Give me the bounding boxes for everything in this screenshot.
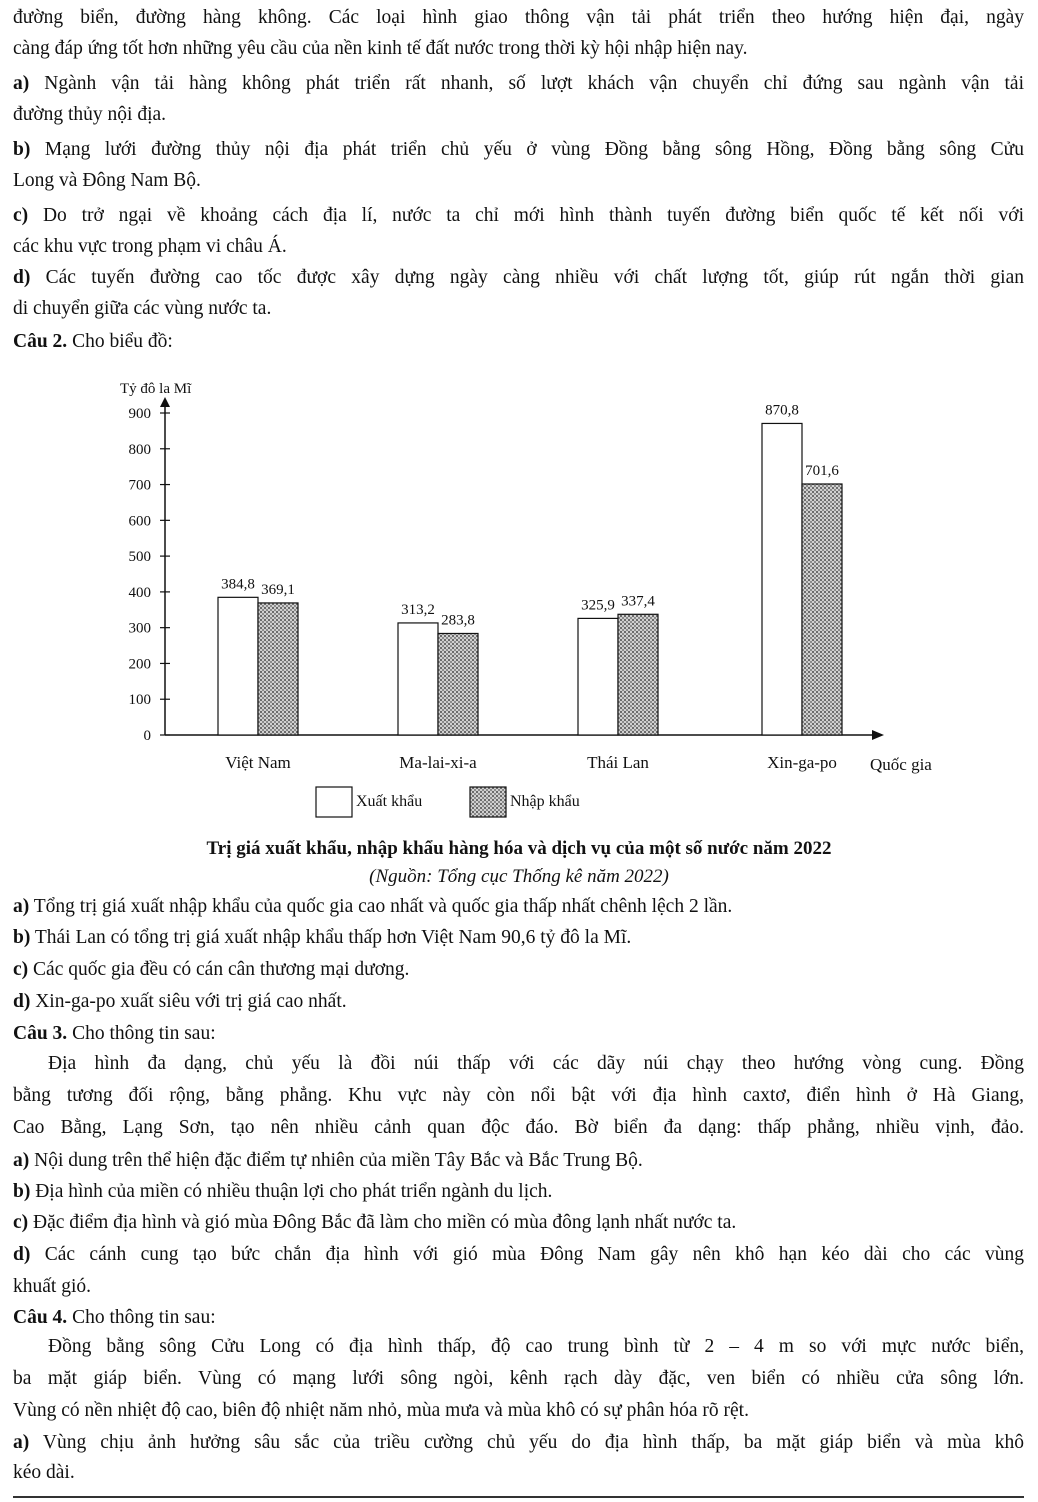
option-text: Đặc điểm địa hình và gió mùa Đông Bắc đã làm cho miền có mùa đông lạnh nhất nước ta. — [28, 1212, 737, 1233]
y-tick-label: 0 — [143, 728, 151, 744]
option-label: b) — [13, 927, 31, 948]
data-label-export: 313,2 — [401, 601, 435, 618]
option-text: Các quốc gia đều có cán cân thương mại dương. — [28, 959, 410, 980]
x-axis-arrow — [872, 730, 884, 740]
option-label: a) — [13, 896, 30, 917]
option-text: Địa hình của miền có nhiều thuận lợi cho phát triển ngành du lịch. — [30, 1181, 553, 1202]
y-tick-label: 200 — [128, 656, 151, 673]
x-category-label: Việt Nam — [225, 753, 291, 772]
legend-swatch-export — [316, 787, 352, 817]
y-tick-label: 400 — [128, 584, 151, 601]
q4-option-a-cont: kéo dài. — [13, 1462, 75, 1483]
q3-paragraph-line: Địa hình đa dạng, chủ yếu là đồi núi thấp với các dãy núi chạy theo hướng vòng cung. Đồng — [48, 1053, 1024, 1074]
q3-option-d — [13, 1243, 1024, 1267]
question-prompt: Cho thông tin sau: — [67, 1023, 216, 1044]
chart-caption: Trị giá xuất khẩu, nhập khẩu hàng hóa và dịch vụ của một số nước năm 2022 — [206, 838, 832, 859]
q1-option-a — [13, 72, 1024, 96]
y-tick-label: 800 — [128, 441, 151, 458]
option-label: b) — [13, 1181, 31, 1202]
q1-option-d — [13, 266, 1024, 290]
q3-paragraph-line: Cao Bằng, Lạng Sơn, tạo nên nhiều cảnh quan độc đáo. Bờ biển đa dạng: thấp phẳng, nhiều vịnh, đảo. — [13, 1117, 1024, 1138]
q3-paragraph-line: bằng tương đối rộng, bằng phẳng. Khu vực này còn nổi bật với địa hình caxtơ, điển hình ở Hà Giang, — [13, 1085, 1024, 1106]
option-text: Vùng chịu ảnh hưởng sâu sắc của triều cường chủ yếu do địa hình thấp, ba mặt giáp biển và mùa khô — [29, 1432, 1024, 1453]
q3-option-a — [13, 1149, 1024, 1173]
option-label: d) — [13, 267, 31, 288]
q2-option-a — [13, 895, 1024, 919]
bar-chart — [100, 375, 960, 835]
q1-option-c — [13, 204, 1024, 228]
option-text: Thái Lan có tổng trị giá xuất nhập khẩu thấp hơn Việt Nam 90,6 tỷ đô la Mĩ. — [30, 927, 632, 948]
legend-swatch-import — [470, 787, 506, 817]
data-label-export: 870,8 — [765, 402, 799, 419]
bar-import — [802, 484, 842, 735]
q2-option-d — [13, 990, 1024, 1014]
option-label: c) — [13, 1212, 29, 1233]
y-tick-label: 700 — [128, 477, 151, 494]
y-tick-label: 600 — [128, 513, 151, 530]
option-label: a) — [13, 1432, 30, 1453]
option-label: d) — [13, 991, 31, 1012]
option-text: Do trở ngại về khoảng cách địa lí, nước ta chỉ mới hình thành tuyến đường biển quốc tế kết nối với — [28, 205, 1024, 226]
legend-label-export: Xuất khẩu — [356, 793, 423, 810]
legend-label-import: Nhập khẩu — [510, 793, 580, 810]
option-label: d) — [13, 1244, 31, 1265]
question-number: Câu 2. — [13, 331, 68, 352]
data-label-export: 384,8 — [221, 576, 255, 593]
option-label: a) — [13, 73, 30, 94]
y-tick-label: 500 — [128, 549, 151, 566]
question-prompt: Cho thông tin sau: — [67, 1307, 216, 1328]
x-category-label: Thái Lan — [587, 753, 649, 772]
bar-export — [398, 623, 438, 735]
option-text: Các cánh cung tạo bức chắn địa hình với gió mùa Đông Nam gây nên khô hạn kéo dài cho các vùng — [30, 1244, 1024, 1265]
bar-import — [618, 614, 658, 735]
x-category-label: Ma-lai-xi-a — [399, 753, 477, 772]
data-label-import: 369,1 — [261, 581, 295, 598]
bar-import — [258, 603, 298, 735]
q1-option-b — [13, 138, 1024, 162]
x-category-label: Xin-ga-po — [767, 753, 837, 772]
q2-option-b — [13, 926, 1024, 950]
y-axis-arrow — [160, 397, 170, 407]
option-label: b) — [13, 139, 31, 160]
q4-paragraph-line: ba mặt giáp biển. Vùng có mạng lưới sông ngòi, kênh rạch dày đặc, ven biển có nhiều cửa sông lớn. — [13, 1368, 1024, 1389]
q2-heading — [13, 330, 1024, 354]
intro-line: càng đáp ứng tốt hơn những yêu cầu của nền kinh tế đất nước trong thời kỳ hội nhập hiện nay. — [13, 38, 748, 59]
q1-option-a-cont: đường thủy nội địa. — [13, 104, 167, 125]
option-label: a) — [13, 1150, 30, 1171]
question-number: Câu 3. — [13, 1023, 68, 1044]
option-text: Nội dung trên thể hiện đặc điểm tự nhiên của miền Tây Bắc và Bắc Trung Bộ. — [29, 1150, 643, 1171]
chart-source: (Nguồn: Tổng cục Thống kê năm 2022) — [369, 866, 669, 887]
data-label-import: 283,8 — [441, 612, 475, 629]
question-number: Câu 4. — [13, 1307, 68, 1328]
option-text: Xin-ga-po xuất siêu với trị giá cao nhất. — [30, 991, 347, 1012]
q3-heading — [13, 1022, 1024, 1046]
q1-option-b-cont: Long và Đông Nam Bộ. — [13, 170, 201, 191]
y-tick-label: 300 — [128, 620, 151, 637]
option-text: Tổng trị giá xuất nhập khẩu của quốc gia cao nhất và quốc gia thấp nhất chênh lệch 2 lần. — [29, 896, 733, 917]
option-text: Các tuyến đường cao tốc được xây dựng ngày càng nhiều với chất lượng tốt, giúp rút ngắn thời gian — [30, 267, 1024, 288]
option-text: Ngành vận tải hàng không phát triển rất nhanh, số lượt khách vận chuyển chỉ đứng sau ngành vận tải — [29, 73, 1024, 94]
q4-heading — [13, 1306, 1024, 1330]
x-axis-title: Quốc gia — [870, 755, 932, 774]
data-label-import: 701,6 — [805, 462, 839, 479]
y-tick-label: 100 — [128, 692, 151, 709]
bar-export — [578, 618, 618, 735]
bar-export — [218, 597, 258, 735]
bar-export — [762, 423, 802, 735]
q3-option-b — [13, 1180, 1024, 1204]
q4-paragraph-line: Vùng có nền nhiệt độ cao, biên độ nhiệt năm nhỏ, mùa mưa và mùa khô có sự phân hóa rõ rệt. — [13, 1400, 749, 1421]
data-label-export: 325,9 — [581, 597, 615, 614]
question-prompt: Cho biểu đồ: — [67, 331, 173, 352]
option-label: c) — [13, 205, 29, 226]
bar-import — [438, 633, 478, 735]
q4-paragraph-line: Đồng bằng sông Cửu Long có địa hình thấp, độ cao trung bình từ 2 – 4 m so với mực nước biển, — [48, 1336, 1024, 1357]
y-axis-title: Tỷ đô la Mĩ — [120, 381, 192, 397]
data-label-import: 337,4 — [621, 593, 655, 610]
intro-line: đường biển, đường hàng không. Các loại hình giao thông vận tải phát triển theo hướng hiện đại, ngày — [13, 7, 1024, 28]
q1-option-d-cont: di chuyển giữa các vùng nước ta. — [13, 298, 272, 319]
q3-option-d-cont: khuất gió. — [13, 1276, 91, 1297]
q2-option-c — [13, 958, 1024, 982]
q4-option-a — [13, 1431, 1024, 1455]
page-bottom-rule — [13, 1496, 1024, 1498]
q3-option-c — [13, 1211, 1024, 1235]
option-text: Mạng lưới đường thủy nội địa phát triển chủ yếu ở vùng Đồng bằng sông Hồng, Đồng bằng sông Cửu — [30, 139, 1024, 160]
option-label: c) — [13, 959, 29, 980]
q1-option-c-cont: các khu vực trong phạm vi châu Á. — [13, 236, 287, 257]
y-tick-label: 900 — [128, 406, 151, 422]
